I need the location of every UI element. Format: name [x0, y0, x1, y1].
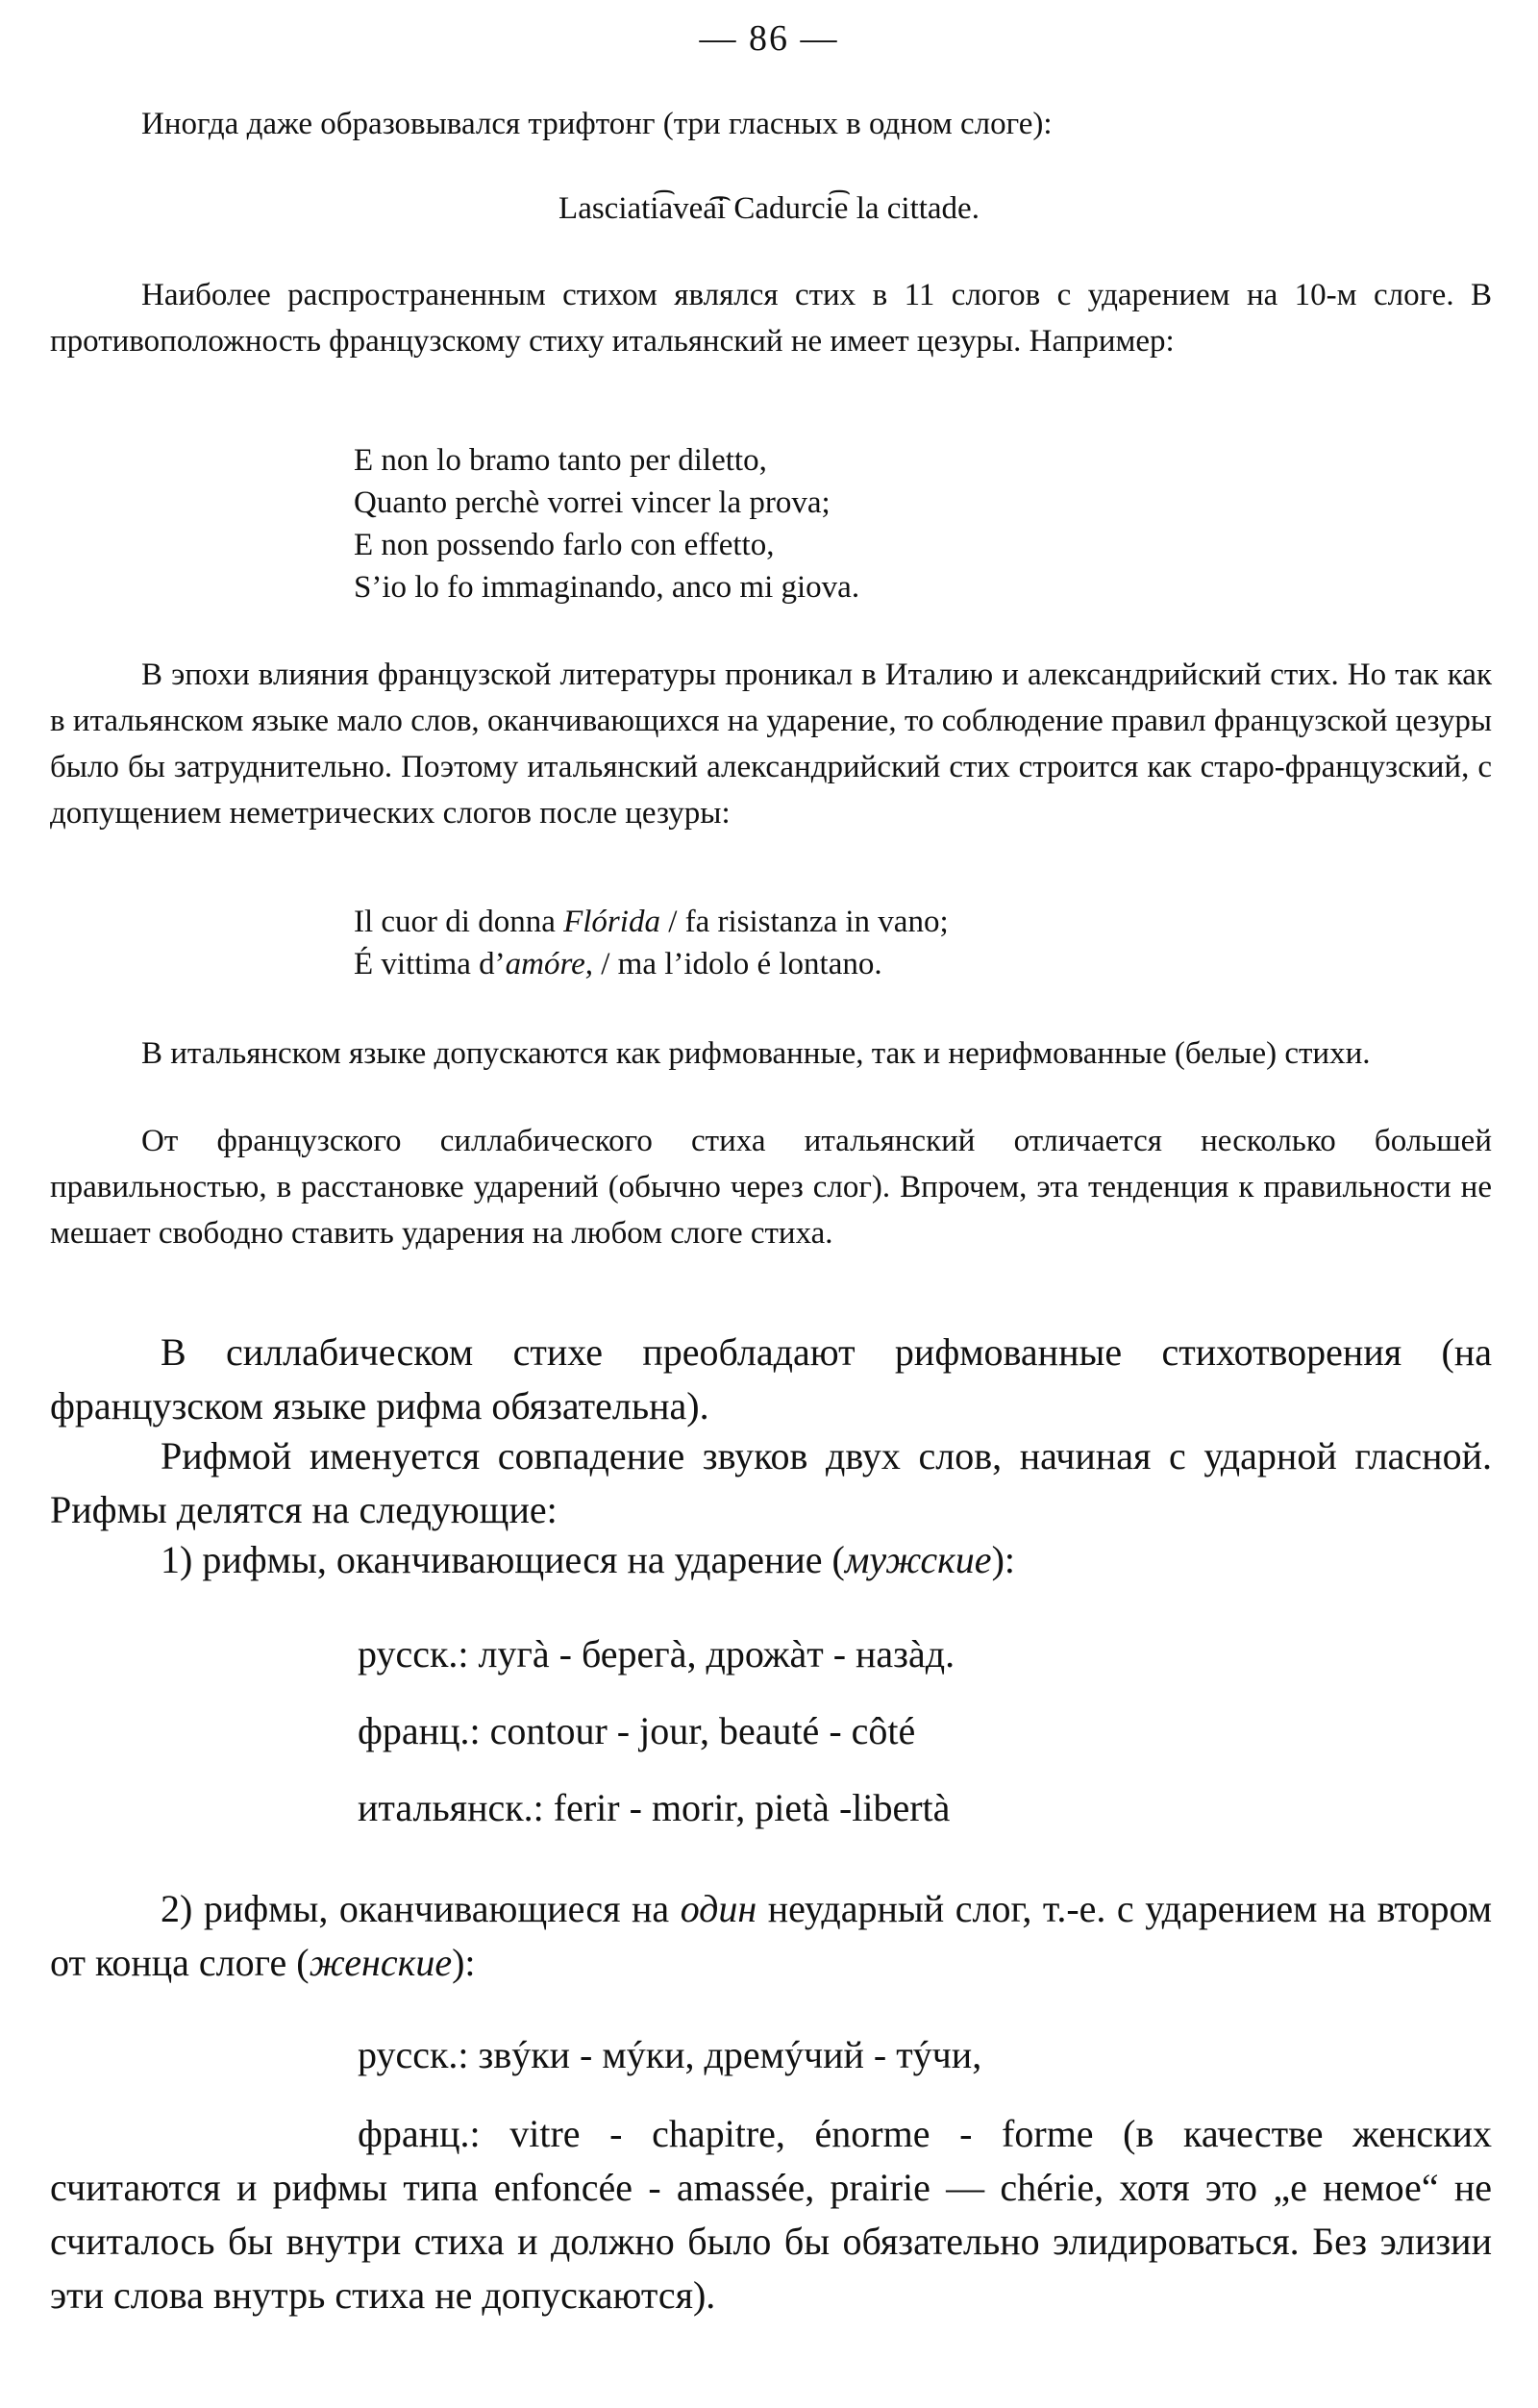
masculine-example-russian: русск.: лугà - берегà, дрожàт - назàд.	[358, 1632, 955, 1676]
masculine-example-french: франц.: contour - jour, beauté - côté	[358, 1709, 916, 1752]
paragraph-triphthong: Иногда даже образовывался трифтонг (три гласных в одном слоге):	[141, 107, 1053, 141]
paragraph-rhymed-blank: В итальянском языке допускаются как рифмованные, так и нерифмованные (белые) стихи.	[141, 1036, 1371, 1071]
example-triphthong: Lasciati͡avea͡i Cadurci͡e la cittade.	[558, 191, 980, 226]
paragraph-alexandrine: В эпохи влияния французской литературы проникал в Италию и александрийский стих. Но так как в итальянском языке мало слов, оканчивающихся на ударение, то соблюдение правил французской цезуры было бы затруднительно. Поэтому итальянский александрийский стих строится как старо-французский, с допущением неметрических слогов после цезуры:	[50, 658, 1492, 831]
verse-line: Il cuor di donna Flórida / fa risistanza in vano;	[354, 905, 949, 939]
masculine-example-italian: итальянск.: ferir - morir, pietà -libertà	[358, 1786, 951, 1829]
verse-line: S’io lo fo immaginando, anco mi giova.	[354, 570, 860, 605]
paragraph-eleven-syllable: Наиболее распространенным стихом являлся стих в 11 слогов с ударением на 10-м слоге. В противоположность французскому стиху итальянский не имеет цезуры. Например:	[50, 278, 1492, 359]
verse-line: É vittima d’amóre, / ma l’idolo é lontano.	[354, 947, 882, 981]
paragraph-rhyme-definition: Рифмой именуется совпадение звуков двух слов, начиная с ударной гласной. Рифмы делятся на следующие:	[50, 1434, 1492, 1531]
paragraph-french-comparison: От французского силлабического стиха итальянский отличается несколько большей правильностью, в расстановке ударений (обычно через слог). Впрочем, эта тенденция к правильности не мешает свободно ставить ударения на любом слоге стиха.	[50, 1124, 1492, 1251]
paragraph-feminine-rhymes: 2) рифмы, оканчивающиеся на один неударный слог, т.-е. с ударением на втором от конца слоге (женские):	[50, 1887, 1493, 1984]
verse-line: E non lo bramo tanto per diletto,	[354, 443, 767, 478]
verse-italian-2	[354, 901, 949, 985]
page-number: — 86 —	[699, 18, 839, 59]
verse-line: E non possendo farlo con effetto,	[354, 528, 775, 562]
feminine-example-french: франц.: vitre - chapitre, énorme - forme (в качестве женских считаются и рифмы типа enfoncée - amassée, prairie — chérie, хотя это „е немое“ не считалось бы внутри стиха и должно было бы обязательно элидироваться. Без элизии эти слова внутрь стиха не допускаются).	[50, 2112, 1492, 2317]
paragraph-syllabic-rhyme: В силлабическом стихе преобладают рифмованные стихотворения (на французском языке рифма обязательна).	[50, 1330, 1492, 1427]
feminine-example-russian: русск.: звýки - мýки, дремýчий - тýчи,	[358, 2033, 982, 2076]
verse-italian-1	[354, 439, 859, 608]
verse-line: Quanto perchè vorrei vincer la prova;	[354, 485, 831, 520]
heading-masculine-rhymes: 1) рифмы, оканчивающиеся на ударение (мужские):	[161, 1538, 1015, 1581]
